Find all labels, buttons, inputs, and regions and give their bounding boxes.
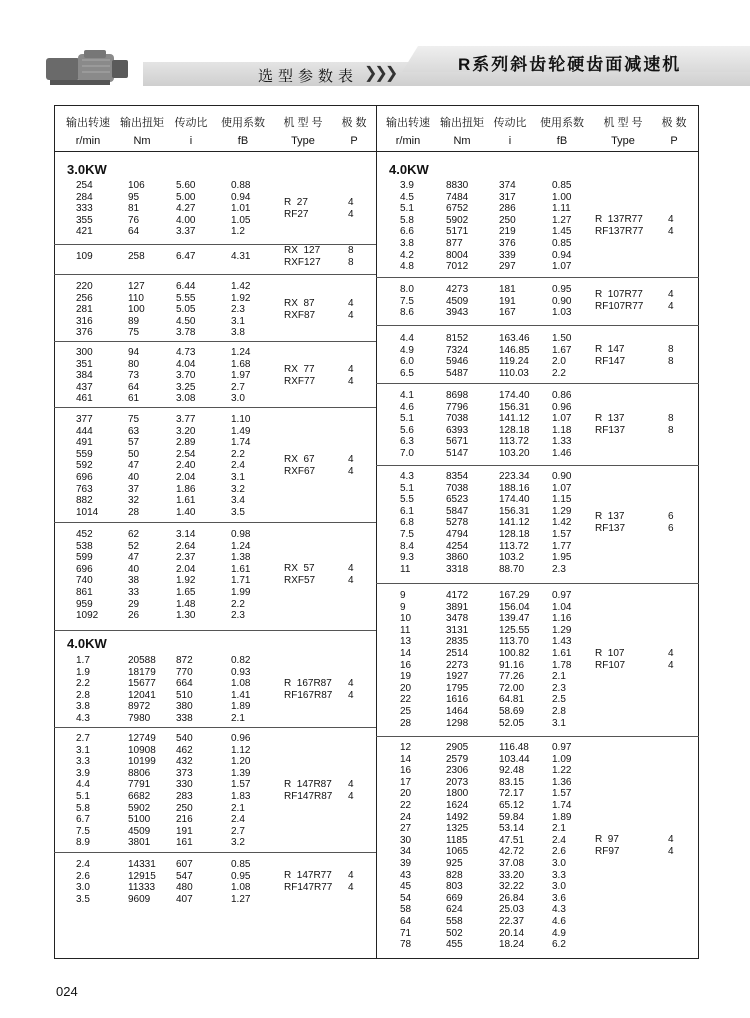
group-separator [54, 274, 376, 275]
col-head-torque: 输出扭矩 Nm [120, 117, 164, 147]
col-torque: 62 52 47 40 38 33 29 26 [128, 529, 140, 622]
group-separator [376, 383, 699, 384]
col-factor: 0.82 0.93 1.08 1.41 1.89 2.1 [231, 655, 251, 724]
col-torque: 4172 3891 3478 3131 2835 2514 2273 1927 1795 1616 1464 1298 [446, 590, 469, 729]
model-type: R 137R77 RF137R77 [595, 214, 644, 238]
col-torque: 14331 12915 11333 9609 [128, 859, 156, 905]
col-speed: 4.4 4.9 6.0 6.5 [400, 333, 414, 379]
col-head-speed: 输出转速 r/min [66, 117, 110, 147]
model-type: RX 127 RXF127 [284, 244, 321, 268]
col-factor: 1.10 1.49 1.74 2.2 2.4 3.1 3.2 3.4 3.5 [231, 414, 251, 518]
col-ratio: 5.60 5.00 4.27 4.00 3.37 [176, 180, 196, 238]
model-type: R 137 RF137 [595, 412, 626, 436]
col-factor: 0.97 1.09 1.22 1.36 1.57 1.74 1.89 2.1 2.4 2.6 3.0 3.3 3.0 3.6 4.3 4.6 4.9 6.2 [552, 742, 572, 951]
col-torque: 8830 7484 6752 5902 5171 877 8004 7012 [446, 180, 469, 273]
section-title: 4.0KW [389, 162, 429, 177]
section-title: 4.0KW [67, 636, 107, 651]
col-speed: 377 444 491 559 592 696 763 882 1014 [76, 414, 99, 518]
col-ratio: 163.46 146.85 119.24 110.03 [499, 333, 530, 379]
col-torque: 127 110 100 89 75 [128, 281, 145, 339]
col-speed: 12 14 16 17 20 22 24 27 30 34 39 43 45 54 58 64 71 78 [400, 742, 412, 951]
chevron-right-icon: ❯❯❯ [364, 65, 396, 82]
pole-count: 4 4 [348, 197, 354, 220]
pole-count: 4 4 [668, 834, 674, 858]
col-torque: 258 [128, 251, 145, 262]
column-divider [376, 105, 377, 959]
group-separator [54, 727, 376, 728]
col-torque: 8698 7796 7038 6393 5671 5147 [446, 390, 469, 459]
pole-count: 8 8 [668, 344, 674, 368]
group-separator [54, 341, 376, 342]
col-torque: 4273 4509 3943 [446, 284, 469, 319]
col-head-poles: 极 数 P [341, 117, 367, 147]
col-head-factor: 使用系数 fB [540, 117, 584, 147]
col-ratio: 181 191 167 [499, 284, 516, 319]
col-ratio: 174.40 156.31 141.12 128.18 113.72 103.20 [499, 390, 530, 459]
col-factor: 0.85 1.00 1.11 1.27 1.45 0.85 0.94 1.07 [552, 180, 572, 273]
group-separator [376, 465, 699, 466]
col-ratio: 3.14 2.64 2.37 2.04 1.92 1.65 1.48 1.30 [176, 529, 196, 622]
group-separator [54, 407, 376, 408]
group-separator [54, 630, 376, 631]
col-speed: 4.1 4.6 5.1 5.6 6.3 7.0 [400, 390, 414, 459]
pole-count: 4 4 [348, 870, 354, 894]
col-speed: 8.0 7.5 8.6 [400, 284, 414, 319]
col-torque: 20588 18179 15677 12041 8972 7980 [128, 655, 156, 724]
col-factor: 1.24 1.68 1.97 2.7 3.0 [231, 347, 251, 405]
col-speed: 452 538 599 696 740 861 959 1092 [76, 529, 99, 622]
col-ratio: 116.48 103.44 92.48 83.15 72.17 65.12 59.84 53.14 47.51 42.72 37.08 33.20 32.22 26.84 25.03 22.37 20.14 18.24 [499, 742, 530, 951]
col-factor: 0.97 1.04 1.16 1.29 1.43 1.61 1.78 2.1 2.3 2.5 2.8 3.1 [552, 590, 572, 729]
pole-count: 8 8 [668, 412, 674, 436]
section-title: 3.0KW [67, 162, 107, 177]
col-torque: 8354 7038 6523 5847 5278 4794 4254 3860 3318 [446, 471, 469, 575]
gear-motor-icon [44, 46, 132, 88]
col-torque: 106 95 81 76 64 [128, 180, 145, 238]
group-separator [54, 522, 376, 523]
header-separator [54, 151, 699, 152]
col-factor: 0.96 1.12 1.20 1.39 1.57 1.83 2.1 2.4 2.7 3.2 [231, 733, 251, 849]
col-torque: 94 80 73 64 61 [128, 347, 140, 405]
col-speed: 300 351 384 437 461 [76, 347, 93, 405]
pole-count: 6 6 [668, 511, 674, 535]
col-factor: 1.42 1.92 2.3 3.1 3.8 [231, 281, 251, 339]
col-head-ratio: 传动比 i [174, 117, 208, 147]
col-factor: 1.50 1.67 2.0 2.2 [552, 333, 572, 379]
col-speed: 2.4 2.6 3.0 3.5 [76, 859, 90, 905]
col-speed: 4.3 5.1 5.5 6.1 6.8 7.5 8.4 9.3 11 [400, 471, 414, 575]
col-factor: 0.98 1.24 1.38 1.61 1.71 1.99 2.2 2.3 [231, 529, 251, 622]
pole-count: 4 4 [348, 454, 354, 478]
col-head-poles: 极 数 P [661, 117, 687, 147]
model-type: R 107 RF107 [595, 647, 626, 671]
col-head-torque: 输出扭矩 Nm [440, 117, 484, 147]
col-speed: 9 9 10 11 13 14 16 19 20 22 25 28 [400, 590, 412, 729]
col-ratio: 3.77 3.20 2.89 2.54 2.40 2.04 1.86 1.61 1.40 [176, 414, 196, 518]
col-head-type: 机 型 号 Type [603, 117, 643, 147]
model-type: RX 57 RXF57 [284, 563, 316, 587]
col-head-speed: 输出转速 r/min [386, 117, 430, 147]
col-ratio: 4.73 4.04 3.70 3.25 3.08 [176, 347, 196, 405]
col-head-type: 机 型 号 Type [283, 117, 323, 147]
group-separator [54, 244, 376, 245]
col-factor: 0.86 0.96 1.07 1.18 1.33 1.46 [552, 390, 572, 459]
col-ratio: 223.34 188.16 174.40 156.31 141.12 128.18 113.72 103.2 88.70 [499, 471, 530, 575]
col-speed: 3.9 4.5 5.1 5.8 6.6 3.8 4.2 4.8 [400, 180, 414, 273]
group-separator [376, 325, 699, 326]
col-ratio: 167.29 156.04 139.47 125.55 113.70 100.82 91.16 77.26 72.00 64.81 58.69 52.05 [499, 590, 530, 729]
col-ratio: 872 770 664 510 380 338 [176, 655, 193, 724]
model-type: RX 77 RXF77 [284, 364, 316, 387]
pole-count: 4 4 [348, 563, 354, 587]
model-type: R 147R87 RF147R87 [284, 779, 333, 802]
pole-count: 4 4 [348, 364, 354, 387]
page-title: R系列斜齿轮硬齿面减速机 [458, 55, 682, 74]
model-type: R 27 RF27 [284, 197, 309, 220]
col-head-ratio: 传动比 i [493, 117, 527, 147]
model-type: R 147R77 RF147R77 [284, 870, 333, 894]
col-torque: 75 63 57 50 47 40 37 32 28 [128, 414, 140, 518]
pole-count: 4 4 [348, 779, 354, 802]
page-subtitle: 选型参数表 [258, 68, 359, 85]
pole-count: 4 4 [668, 647, 674, 671]
model-type: R 137 RF137 [595, 511, 626, 535]
model-type: R 107R77 RF107R77 [595, 289, 644, 313]
pole-count: 4 4 [348, 298, 354, 321]
col-factor: 4.31 [231, 251, 251, 262]
model-type: R 167R87 RF167R87 [284, 677, 333, 701]
col-ratio: 540 462 432 373 330 283 250 216 191 161 [176, 733, 193, 849]
col-factor: 0.90 1.07 1.15 1.29 1.42 1.57 1.77 1.95 2.3 [552, 471, 572, 575]
model-type: RX 87 RXF87 [284, 298, 316, 321]
col-speed: 109 [76, 251, 93, 262]
pole-count: 8 8 [348, 244, 354, 268]
col-factor: 0.88 0.94 1.01 1.05 1.2 [231, 180, 251, 238]
pole-count: 4 4 [348, 677, 354, 701]
col-speed: 254 284 333 355 421 [76, 180, 93, 238]
col-torque: 2905 2579 2306 2073 1800 1624 1492 1325 1185 1065 925 828 803 669 624 558 502 455 [446, 742, 469, 951]
col-speed: 1.7 1.9 2.2 2.8 3.8 4.3 [76, 655, 90, 724]
col-ratio: 374 317 286 250 219 376 339 297 [499, 180, 516, 273]
col-speed: 220 256 281 316 376 [76, 281, 93, 339]
col-torque: 12749 10908 10199 8806 7791 6682 5902 5100 4509 3801 [128, 733, 156, 849]
col-ratio: 6.44 5.55 5.05 4.50 3.78 [176, 281, 196, 339]
pole-count: 4 4 [668, 214, 674, 238]
col-factor: 0.95 0.90 1.03 [552, 284, 572, 319]
model-type: R 97 RF97 [595, 834, 620, 858]
group-separator [376, 277, 699, 278]
group-separator [54, 852, 376, 853]
page-number: 024 [56, 984, 78, 999]
col-factor: 0.85 0.95 1.08 1.27 [231, 859, 251, 905]
col-torque: 8152 7324 5946 5487 [446, 333, 469, 379]
model-type: R 147 RF147 [595, 344, 626, 368]
col-ratio: 607 547 480 407 [176, 859, 193, 905]
col-head-factor: 使用系数 fB [221, 117, 265, 147]
model-type: RX 67 RXF67 [284, 454, 316, 478]
col-ratio: 6.47 [176, 251, 196, 262]
col-speed: 2.7 3.1 3.3 3.9 4.4 5.1 5.8 6.7 7.5 8.9 [76, 733, 90, 849]
group-separator [376, 583, 699, 584]
pole-count: 4 4 [668, 289, 674, 313]
group-separator [376, 736, 699, 737]
